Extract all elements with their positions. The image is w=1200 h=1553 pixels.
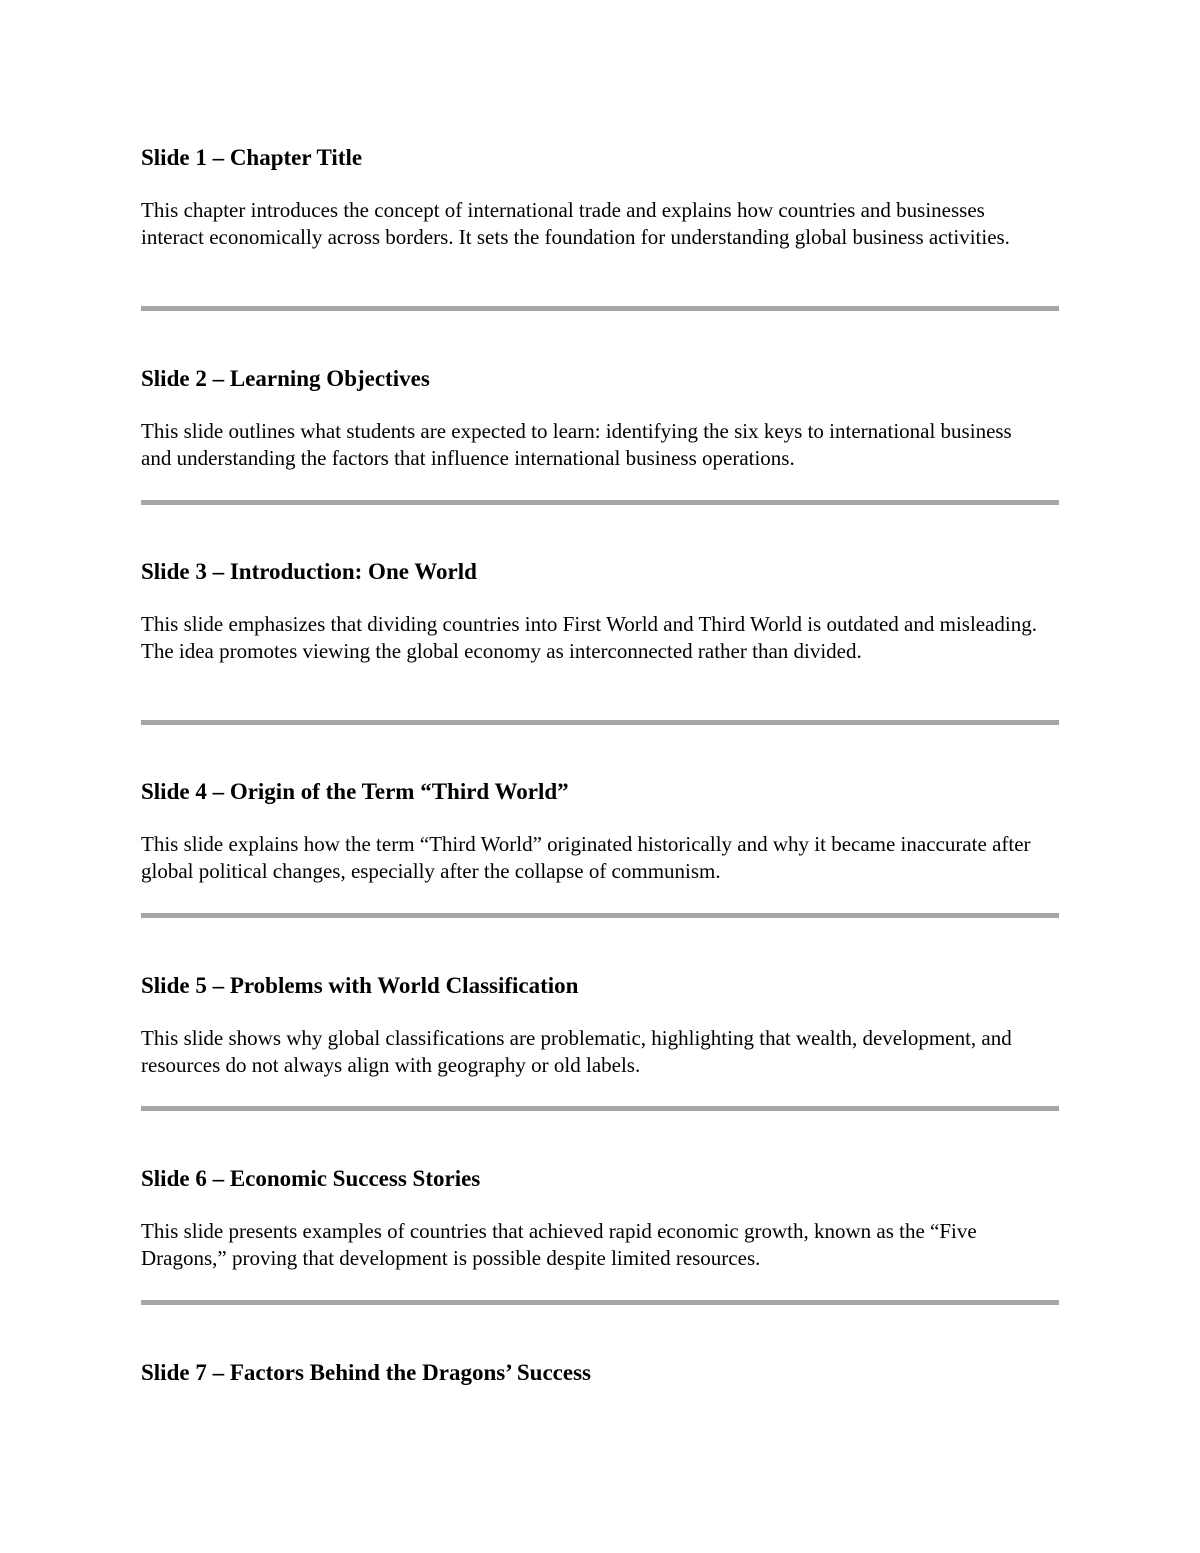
section-divider [141,1106,1059,1111]
slide-6-description: This slide presents examples of countries that achieved rapid economic growth, known as the “Five Dragons,” proving that development is possible despite limited resources. [141,1219,977,1270]
slide-4-section [141,778,1059,885]
slide-3-section [141,558,1059,665]
slide-1-description: This chapter introduces the concept of international trade and explains how countries and businesses interact economically across borders. It sets the foundation for understanding global business activities. [141,198,1010,249]
slide-5-title: Slide 5 – Problems with World Classification [141,973,579,998]
section-divider [141,913,1059,918]
slide-3-title: Slide 3 – Introduction: One World [141,559,477,584]
section-divider [141,720,1059,725]
section-divider [141,500,1059,505]
section-divider [141,1300,1059,1305]
section-divider [141,306,1059,311]
slide-6-section [141,1165,1059,1272]
slide-6-title: Slide 6 – Economic Success Stories [141,1166,481,1191]
slide-2-description: This slide outlines what students are expected to learn: identifying the six keys to international business and understanding the factors that influence international business operations. [141,419,1012,470]
slide-4-title: Slide 4 – Origin of the Term “Third World” [141,779,569,804]
slide-2-section [141,365,1059,472]
slide-1-title: Slide 1 – Chapter Title [141,145,363,170]
slide-5-section [141,972,1059,1079]
slide-4-description: This slide explains how the term “Third World” originated historically and why it became inaccurate after global political changes, especially after the collapse of communism. [141,832,1031,883]
slide-2-title: Slide 2 – Learning Objectives [141,366,430,391]
slide-5-description: This slide shows why global classifications are problematic, highlighting that wealth, development, and resources do not always align with geography or old labels. [141,1026,1012,1077]
slide-1-section [141,144,1059,251]
slide-3-description: This slide emphasizes that dividing countries into First World and Third World is outdated and misleading. The idea promotes viewing the global economy as interconnected rather than divided. [141,612,1038,663]
slide-7-section [141,1359,1059,1387]
slide-7-title: Slide 7 – Factors Behind the Dragons’ Success [141,1360,591,1385]
